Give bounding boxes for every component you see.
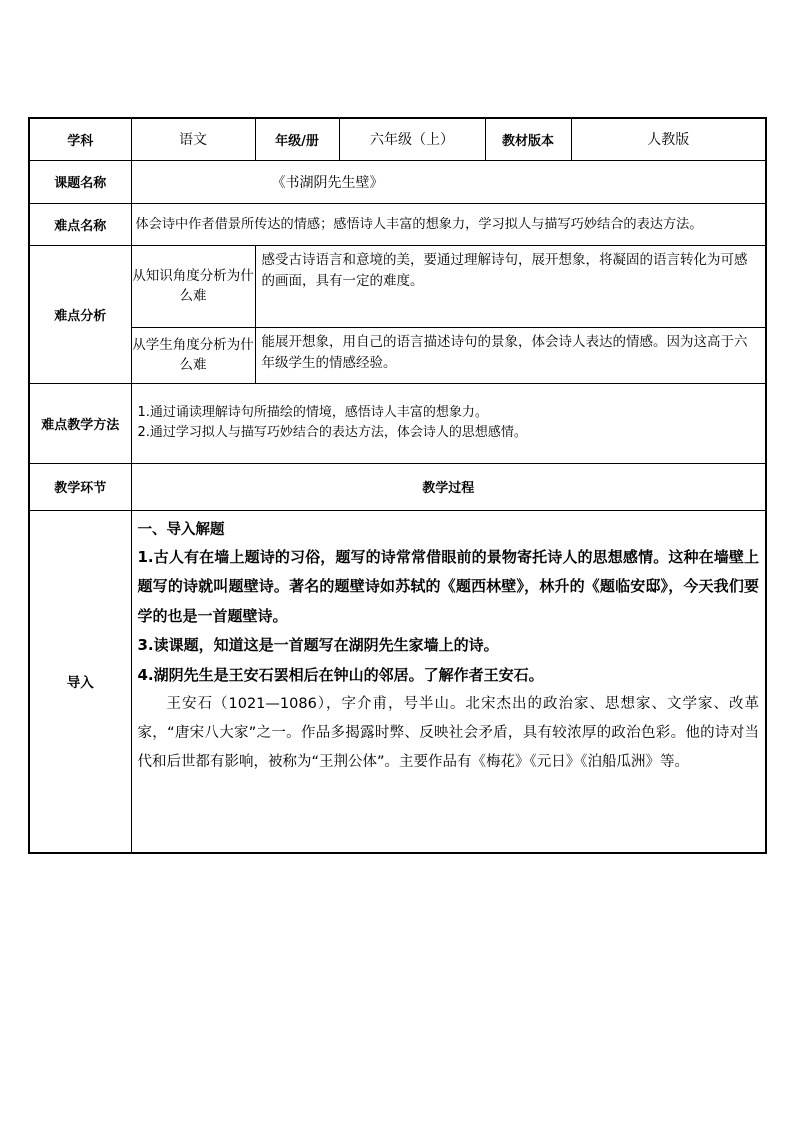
method-item: 1.通过诵读理解诗句所描绘的情境，感悟诗人丰富的想象力。	[137, 405, 488, 420]
knowledge-angle-label: 从知识角度分析为什么难	[131, 245, 255, 327]
stage-header-row	[29, 463, 766, 510]
author-bio: 王安石（1021—1086），字介甫，号半山。北宋杰出的政治家、思想家、文学家、改革家，“唐宋八大家”之一。作品多揭露时弊、反映社会矛盾，具有较浓厚的政治色彩。他的诗对当代和后世都有影响，被称为“王荆公体”。主要作品有《梅花》《元日》《泊船瓜洲》等。	[137, 696, 759, 770]
header-row	[29, 118, 766, 160]
student-angle-text: 能展开想象，用自己的语言描述诗句的景象，体会诗人表达的情感。因为这高于六年级学生的情感经验。	[255, 327, 766, 383]
difficulty-name-value: 体会诗中作者借景所传达的情感；感悟诗人丰富的想象力，学习拟人与描写巧妙结合的表达方法。	[131, 203, 766, 245]
intro-paragraph: 1.古人有在墙上题诗的习俗，题写的诗常常借眼前的景物寄托诗人的思想感情。这种在墙壁上题写的诗就叫题壁诗。著名的题壁诗如苏轼的《题西林壁》，林升的《题临安邸》，今天我们要学的也是一首题壁诗。	[137, 547, 759, 625]
intro-paragraph: 4.湖阴先生是王安石罢相后在钟山的邻居。了解作者王安石。	[137, 665, 544, 684]
difficulty-analysis-label: 难点分析	[29, 245, 131, 383]
section-title: 一、导入解题	[137, 521, 225, 538]
intro-row	[29, 510, 766, 853]
edition-value: 人教版	[571, 118, 766, 160]
process-label: 教学过程	[131, 463, 766, 510]
lesson-title-value: 《书湖阴先生壁》	[131, 160, 766, 203]
student-analysis-row	[29, 327, 766, 383]
intro-stage-label: 导入	[29, 510, 131, 853]
grade-label: 年级/册	[255, 118, 339, 160]
difficulty-name-row	[29, 203, 766, 245]
method-item: 2.通过学习拟人与描写巧妙结合的表达方法，体会诗人的思想感情。	[137, 425, 527, 440]
knowledge-analysis-row	[29, 245, 766, 327]
stage-label: 教学环节	[29, 463, 131, 510]
knowledge-angle-text: 感受古诗语言和意境的美，要通过理解诗句，展开想象，将凝固的语言转化为可感的画面，具有一定的难度。	[255, 245, 766, 327]
lesson-title-label: 课题名称	[29, 160, 131, 203]
edition-label: 教材版本	[485, 118, 571, 160]
subject-value: 语文	[131, 118, 255, 160]
lesson-plan-table	[28, 117, 767, 854]
difficulty-name-label: 难点名称	[29, 203, 131, 245]
teaching-method-label: 难点教学方法	[29, 383, 131, 463]
intro-content	[131, 510, 766, 853]
student-angle-label: 从学生角度分析为什么难	[131, 327, 255, 383]
subject-label: 学科	[29, 118, 131, 160]
lesson-title-row	[29, 160, 766, 203]
intro-paragraph: 3.读课题，知道这是一首题写在湖阴先生家墙上的诗。	[137, 636, 499, 654]
lesson-plan-sheet	[28, 117, 765, 854]
grade-value: 六年级（上）	[339, 118, 485, 160]
teaching-method-row	[29, 383, 766, 463]
teaching-method-list	[131, 383, 766, 463]
